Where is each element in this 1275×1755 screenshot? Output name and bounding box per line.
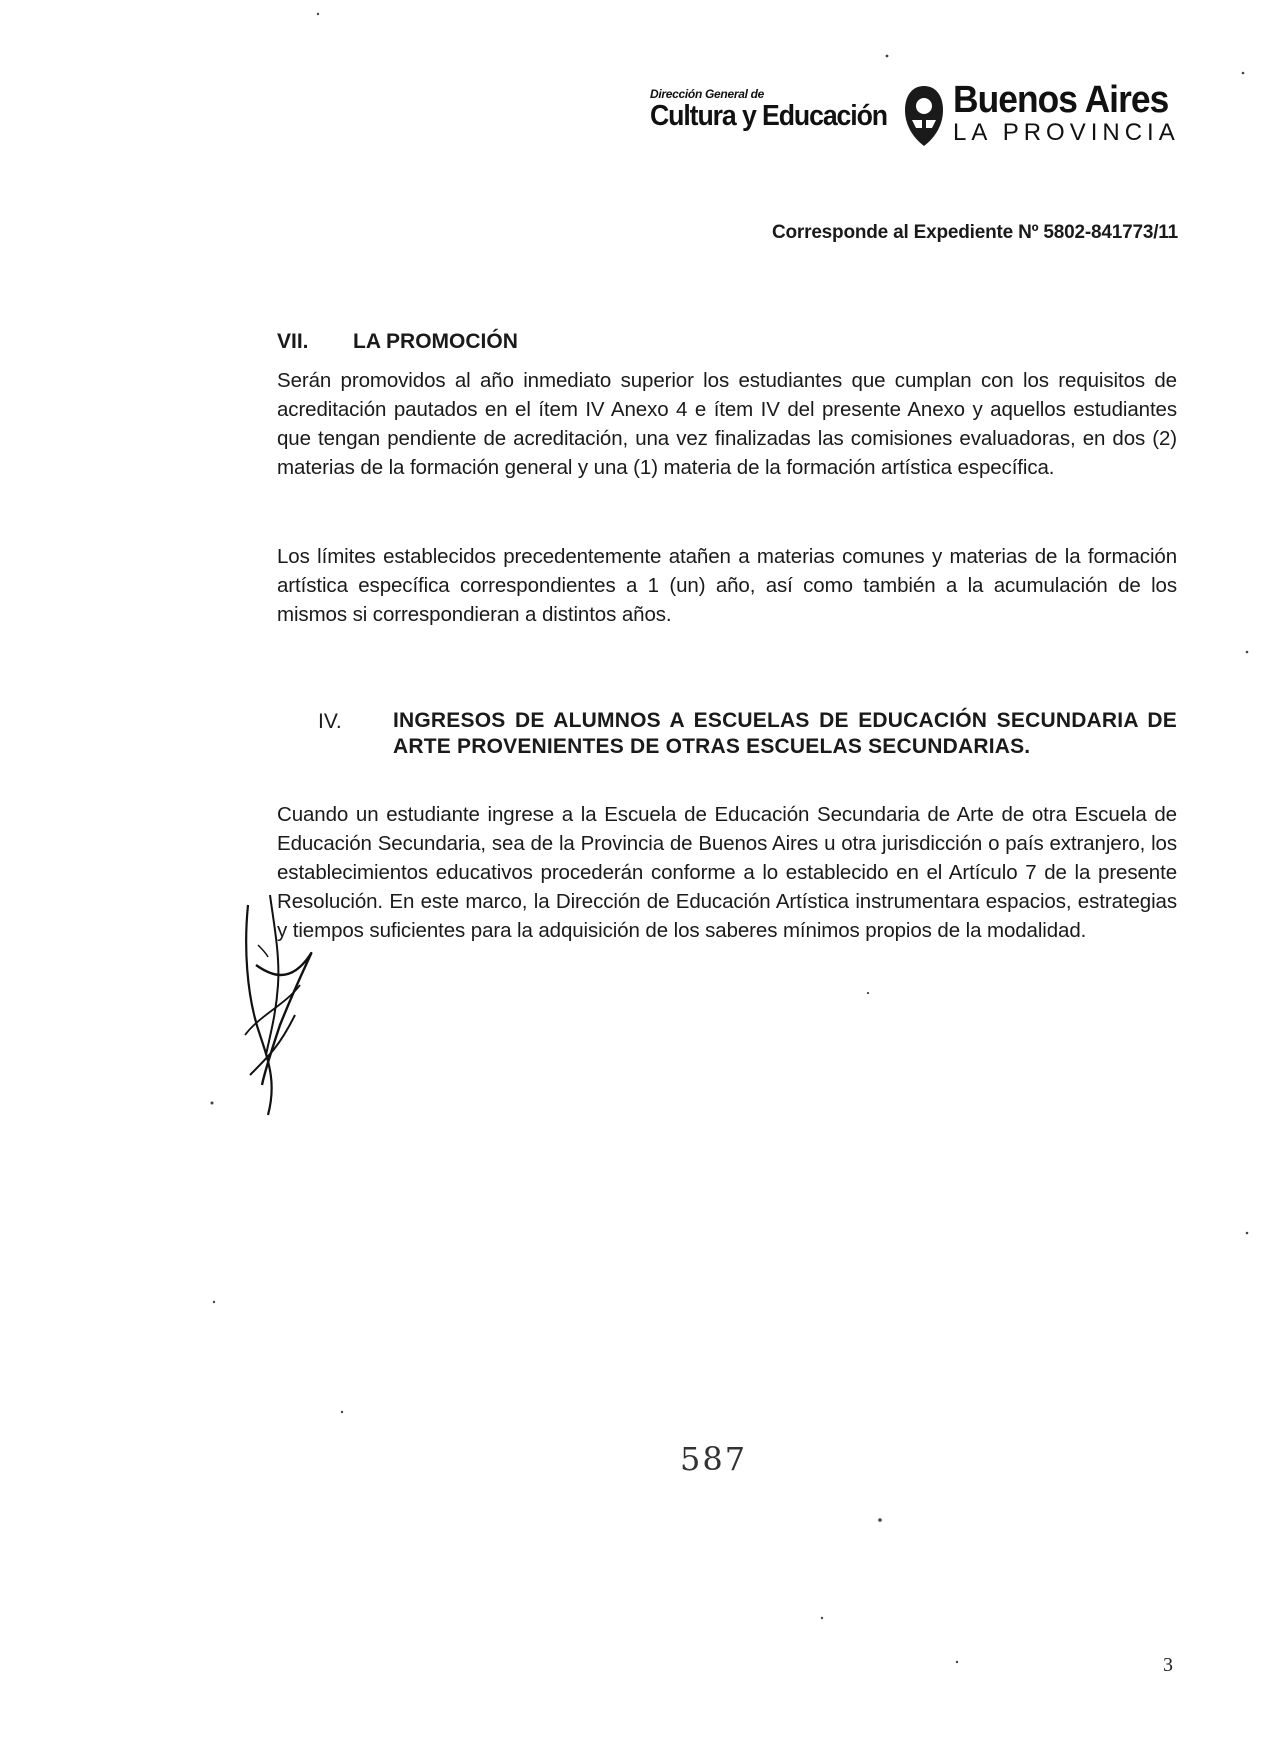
province-logo-text xyxy=(953,80,1193,146)
section-iv-title: INGRESOS DE ALUMNOS A ESCUELAS DE EDUCACIÓN SECUNDARIA DE ARTE PROVENIENTES DE OTRAS ESCUELAS SECUNDARIAS. xyxy=(393,709,1177,758)
section-iv-paragraph: Cuando un estudiante ingrese a la Escuela de Educación Secundaria de Arte de otra Escuela de Educación Secundaria, sea de la Provincia de Buenos Aires u otra jurisdicción o país extranjero, los establecimientos educativos procederán conforme a lo establecido en el Artículo 7 de la presente Resolución. En este marco, la Dirección de Educación Artística instrumentara espacios, estrategias y tiempos suficientes para la adquisición de los saberes mínimos propios de la modalidad. xyxy=(277,803,1177,942)
expediente-reference: Corresponde al Expediente Nº 5802-841773/11 xyxy=(772,222,1178,243)
org-line-1: Dirección General de xyxy=(650,87,765,101)
province-subtitle: LA PROVINCIA xyxy=(953,119,1180,146)
signature-icon xyxy=(240,885,360,1125)
province-name: Buenos Aires xyxy=(953,79,1169,121)
org-logo-text xyxy=(650,88,890,131)
section-vii-paragraph-1: Serán promovidos al año inmediato superior los estudiantes que cumplan con los requisitos de acreditación pautados en el ítem IV Anexo 4 e ítem IV del presente Anexo y aquellos estudiantes que tengan pendiente de acreditación, una vez finalizadas las comisiones evaluadoras, en dos (2) materias de la formación general y una (1) materia de la formación artística específica. xyxy=(277,369,1177,479)
section-vii-number: VII. xyxy=(277,330,309,353)
section-vii-title: LA PROMOCIÓN xyxy=(353,330,518,353)
folio-stamp: 587 xyxy=(680,1440,748,1478)
provincial-shield-icon xyxy=(902,84,946,148)
section-iv-number: IV. xyxy=(318,710,342,733)
section-vii-paragraph-2: Los límites establecidos precedentemente atañen a materias comunes y materias de la formación artística específica correspondientes a 1 (un) año, así como también a la acumulación de los mismos si correspondieran a distintos años. xyxy=(277,545,1177,626)
org-line-2: Cultura y Educación xyxy=(650,100,887,132)
page-number: 3 xyxy=(1163,1654,1173,1676)
